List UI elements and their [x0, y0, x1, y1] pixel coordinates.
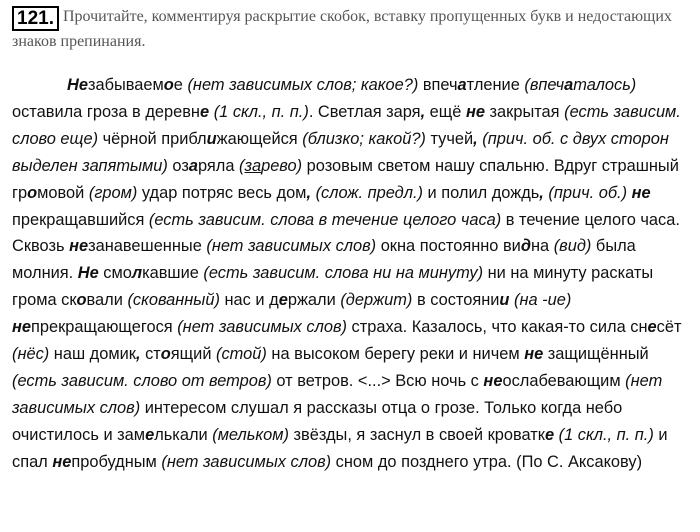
grammar-comment: (скованный) [127, 291, 220, 310]
grammar-comment: (1 скл., п. п.) [213, 102, 309, 121]
grammar-comment: талось) [573, 76, 637, 94]
text-run: лькали [154, 425, 213, 444]
text-run: нас и д [219, 291, 279, 310]
text-run: розовым светом нашу спальню. Вдруг страшный гр [12, 156, 679, 202]
grammar-comment: (есть зависим. слово от ветров) [12, 371, 272, 390]
text-run: прекращающегося [31, 318, 178, 337]
text-run: на высоком берегу реки и ничем [266, 345, 525, 364]
text-run: от ветров. <...> Всю ночь с [271, 371, 484, 390]
highlighted-letter: е [278, 291, 288, 310]
text-run: ряла [198, 156, 240, 175]
text-run: была молния. [12, 237, 636, 283]
grammar-comment: (нет зависимых слов) [177, 318, 347, 337]
text-run: мовой [37, 183, 89, 202]
grammar-comment: (есть зависим. слова в течение целого часа) [148, 210, 502, 229]
text-run: защищённый [543, 345, 649, 364]
text-run: ни на минуту раскаты грома ск [12, 264, 654, 310]
text-run: е [173, 76, 188, 94]
text-run: сёт [656, 318, 682, 337]
text-run: и спал [12, 425, 668, 471]
text-run: в состояни [412, 291, 500, 310]
text-run: . Светлая заря [308, 102, 421, 121]
text-run: оз [167, 156, 189, 175]
grammar-comment: (нет зависимых слов) [161, 452, 332, 471]
text-run: ослабевающим [502, 371, 626, 390]
highlighted-letter: Не [77, 264, 99, 283]
grammar-comment: (нет зависимых слов; какое?) [187, 76, 419, 94]
text-run: ещё [425, 102, 466, 121]
highlighted-letter: , [420, 102, 426, 121]
text-run: забываем [87, 76, 164, 94]
grammar-comment: (близко; какой?) [302, 129, 426, 148]
text-run: наш домик [49, 345, 136, 364]
grammar-comment: ( [239, 156, 245, 175]
highlighted-letter: и [499, 291, 510, 310]
text-run: тучей [425, 129, 474, 148]
grammar-comment: (держит) [340, 291, 413, 310]
text-run: окна постоянно ви [376, 237, 521, 256]
highlighted-letter: не [483, 371, 503, 390]
grammar-comment: (нет зависимых слов) [12, 371, 663, 417]
highlighted-letter: о [76, 291, 87, 310]
text-run: и полил дождь [423, 183, 540, 202]
highlighted-letter: не [52, 452, 72, 471]
text-run: вали [86, 291, 128, 310]
highlighted-letter: а [564, 76, 574, 94]
highlighted-letter: е [544, 425, 555, 444]
highlighted-letter: о [27, 183, 38, 202]
grammar-comment: (нёс) [12, 345, 50, 364]
highlighted-letter: а [457, 76, 467, 94]
highlighted-letter: е [647, 318, 657, 337]
highlighted-letter: о [163, 76, 174, 94]
exercise-header [12, 6, 692, 53]
highlighted-letter: д [520, 237, 531, 256]
grammar-comment: (вид) [553, 237, 592, 256]
grammar-comment: за [244, 156, 262, 175]
text-run: тление [466, 76, 525, 94]
text-run: на [530, 237, 554, 256]
text-run: интересом слушал я рассказы отца о грозе. Только когда небо очистилось и зам [12, 398, 623, 444]
text-run: пробудным [71, 452, 162, 471]
highlighted-letter: л [131, 264, 143, 283]
grammar-comment: (нет зависимых слов) [206, 237, 377, 256]
grammar-comment: рево) [261, 156, 303, 175]
text-run: звёзды, я заснул в своей кроватк [288, 425, 545, 444]
highlighted-letter: , [306, 183, 312, 202]
grammar-comment: (мельком) [212, 425, 289, 444]
text-run: жающейся [216, 129, 303, 148]
exercise-number: 121. [12, 6, 59, 31]
highlighted-letter: о [160, 345, 171, 364]
grammar-comment: (слож. предл.) [315, 183, 423, 202]
text-run: прекращавшийся [12, 210, 149, 229]
highlighted-letter: , [539, 183, 544, 202]
text-run: ящий [170, 345, 217, 364]
grammar-comment: (1 скл., п. п.) [558, 425, 654, 444]
text-run: страха. Казалось, что какая-то сила сн [346, 318, 648, 337]
exercise-task: Прочитайте, комментируя раскрытие скобок, вставку пропущенных букв и недостающих знаков препинания. [12, 8, 672, 50]
exercise-text [12, 72, 692, 476]
text-run: закрытая [484, 102, 565, 121]
highlighted-letter: , [135, 345, 141, 364]
grammar-comment: (есть зависим. слово еще) [12, 102, 681, 148]
highlighted-letter: не [12, 318, 32, 337]
highlighted-letter: не [631, 183, 651, 202]
text-run: сном до позднего утра. (По С. Аксакову) [331, 452, 643, 471]
grammar-comment: (на -ие) [514, 291, 572, 310]
grammar-comment: (есть зависим. слова ни на минуту) [203, 264, 484, 283]
grammar-comment: (гром) [88, 183, 138, 202]
highlighted-letter: не [524, 345, 544, 364]
text-run: ст [140, 345, 161, 364]
highlighted-letter: Не [67, 76, 88, 94]
text-run: чёрной прибл [98, 129, 207, 148]
grammar-comment: (впеч [524, 76, 565, 94]
text-run: в течение целого часа. Сквозь [12, 210, 680, 256]
grammar-comment: (стой) [216, 345, 267, 364]
text-run: смо [98, 264, 132, 283]
highlighted-letter: и [206, 129, 217, 148]
text-run: оставила гроза в деревн [12, 102, 200, 121]
highlighted-letter: е [200, 102, 210, 121]
text-run: удар потряс весь дом [137, 183, 307, 202]
text-run: ржали [287, 291, 341, 310]
highlighted-letter: е [145, 425, 155, 444]
text-run: впеч [418, 76, 458, 94]
text-run: кавшие [142, 264, 204, 283]
text-run: занавешенные [88, 237, 207, 256]
highlighted-letter: а [188, 156, 198, 175]
highlighted-letter: не [465, 102, 485, 121]
grammar-comment: (прич. об.) [548, 183, 628, 202]
highlighted-letter: , [473, 129, 478, 148]
highlighted-letter: не [69, 237, 89, 256]
grammar-comment: (прич. об. с двух сторон выделен запятыми) [12, 129, 669, 175]
